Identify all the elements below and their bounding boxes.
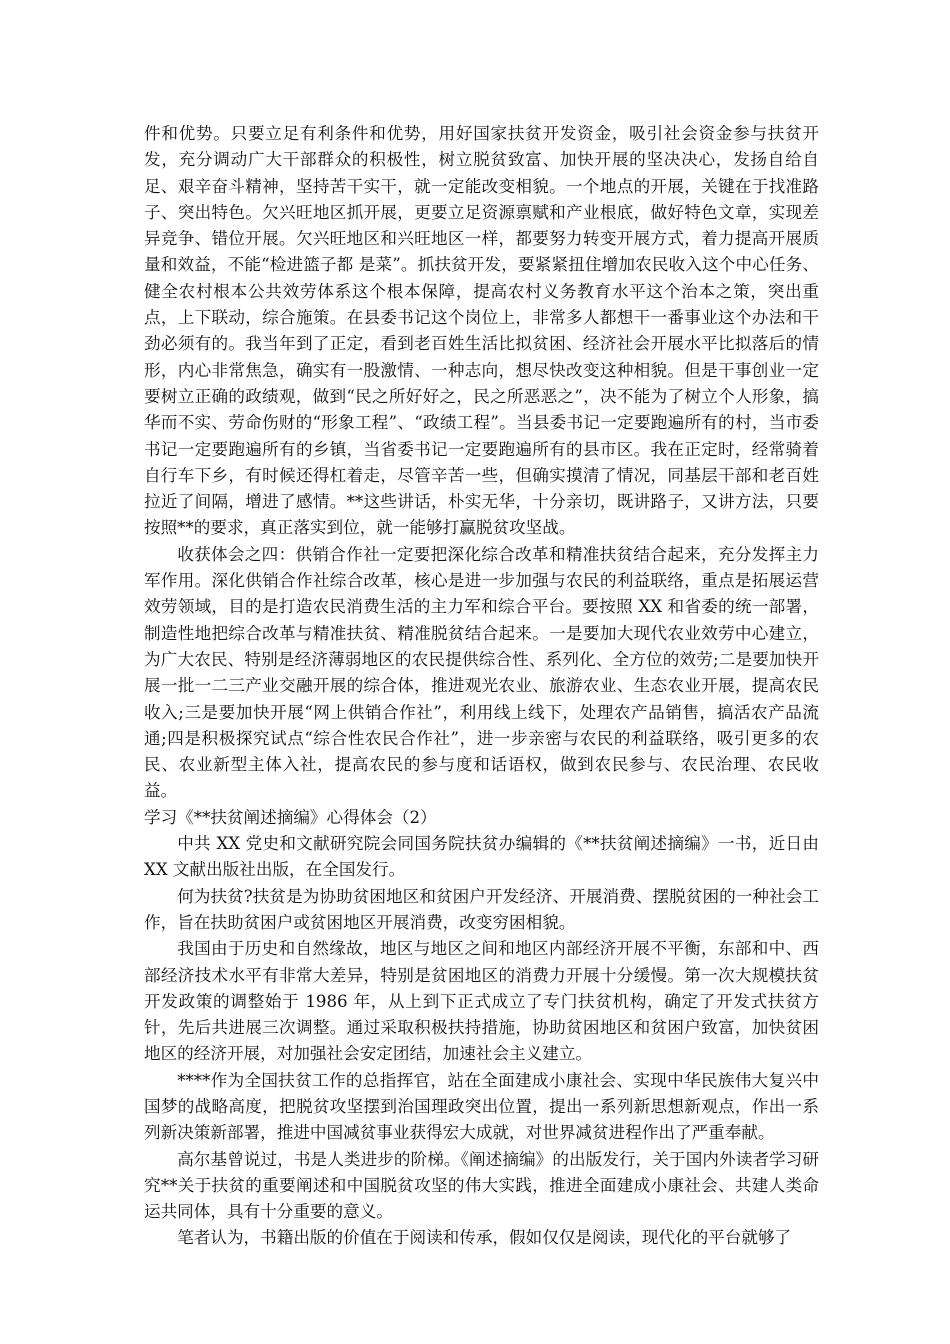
paragraph-author-view: 笔者认为，书籍出版的价值在于阅读和传承，假如仅仅是阅读，现代化的平台就够了: [177, 1228, 792, 1248]
paragraph-book-intro: 中共 XX 党史和文献研究院会同国务院扶贫办编辑的《**扶贫阐述摘编》一书，近日由 XX 文献出版社出版，在全国发行。: [144, 834, 819, 880]
paragraph-gains-four: 收获体会之四：供销合作社一定要把深化综合改革和精准扶贫结合起来，充分发挥主力军作用。深化供销合作社综合改革，核心是进一步加强与农民的利益联络，重点是拓展运营效劳领域，目的是打造农民消费生活的主力军和综合平台。要按照 XX 和省委的统一部署，制造性地把综合改革与精准扶贫、精准脱贫结合起来。一是要加大现代农业效劳中心建立，为广大农民、特别是经济薄弱地区的农民提供综合性、系列化、全方位的效劳;二是要加快开展一批一二三产业交融开展的综合体，推进观光农业、旅游农业、生态农业开展，提高农民收入;三是要加快开展“网上供销合作社”，利用线上线下，处理农产品销售，搞活农产品流通;四是积极探究试点“综合性农民合作社”，进一步亲密与农民的利益联络，吸引更多的农民、农业新型主体入社，提高农民的参与度和话语权，做到农民参与、农民治理、农民收益。: [144, 544, 819, 801]
paragraph-what-is-poverty-relief: 何为扶贫?扶贫是为协助贫困地区和贫困户开发经济、开展消费、摆脱贫困的一种社会工作，旨在扶助贫困户或贫困地区开展消费，改变穷困相貌。: [144, 886, 819, 932]
section-heading: 学习《**扶贫阐述摘编》心得体会（2）: [144, 807, 437, 827]
document-body: [144, 121, 819, 1252]
paragraph-gorky-quote: 高尔基曾说过，书是人类进步的阶梯。《阐述摘编》的出版发行，关于国内外读者学习研究**关于扶贫的重要阐述和中国脱贫攻坚的伟大实践，推进全面建成小康社会、共建人类命运共同体，具有十分重要的意义。: [144, 1149, 819, 1222]
paragraph-history: 我国由于历史和自然缘故，地区与地区之间和地区内部经济开展不平衡，东部和中、西部经济技术水平有非常大差异，特别是贫困地区的消费力开展十分缓慢。第一次大规模扶贫开发政策的调整始于 1986 年，从上到下正式成立了专门扶贫机构，确定了开发式扶贫方针，先后共进展三次调整。通过采取积极扶持措施，协助贫困地区和贫困户致富，加快贫困地区的经济开展，对加强社会安定团结，加速社会主义建立。: [144, 939, 819, 1064]
paragraph-commander: ****作为全国扶贫工作的总指挥官，站在全面建成小康社会、实现中华民族伟大复兴中国梦的战略高度，把脱贫攻坚摆到治国理政突出位置，提出一系列新思想新观点，作出一系列新决策新部署，推进中国减贫事业获得宏大成就，对世界减贫进程作出了严重奉献。: [144, 1070, 819, 1143]
paragraph-continued: 件和优势。只要立足有利条件和优势，用好国家扶贫开发资金，吸引社会资金参与扶贫开发，充分调动广大干部群众的积极性，树立脱贫致富、加快开展的坚决决心，发扬自给自足、艰辛奋斗精神，坚持苦干实干，就一定能改变相貌。一个地点的开展，关键在于找准路子、突出特色。欠兴旺地区抓开展，更要立足资源禀赋和产业根底，做好特色文章，实现差异竞争、错位开展。欠兴旺地区和兴旺地区一样，都要努力转变开展方式，着力提高开展质量和效益，不能“检进篮子都 是菜”。抓扶贫开发，要紧紧扭住增加农民收入这个中心任务、健全农村根本公共效劳体系这个根本保障，提高农村义务教育水平这个治本之策，突出重点，上下联动，综合施策。在县委书记这个岗位上，非常多人都想干一番事业这个办法和干劲必须有的。我当年到了正定，看到老百姓生活比拟贫困、经济社会开展水平比拟落后的情形，内心非常焦急，确实有一股激情、一种志向，想尽快改变这种相貌。但是干事创业一定要树立正确的政绩观，做到“民之所好好之，民之所恶恶之”，决不能为了树立个人形象，搞华而不实、劳命伤财的“形象工程”、“政绩工程”。当县委书记一定要跑遍所有的村，当市委书记一定要跑遍所有的乡镇，当省委书记一定要跑遍所有的县市区。我在正定时，经常骑着自行车下乡，有时候还得杠着走，尽管辛苦一些，但确实摸清了情况，同基层干部和老百姓拉近了间隔，增进了感情。**这些讲话，朴实无华，十分亲切，既讲路子，又讲方法，只要按照**的要求，真正落实到位，就一能够打赢脱贫攻坚战。: [144, 124, 819, 538]
